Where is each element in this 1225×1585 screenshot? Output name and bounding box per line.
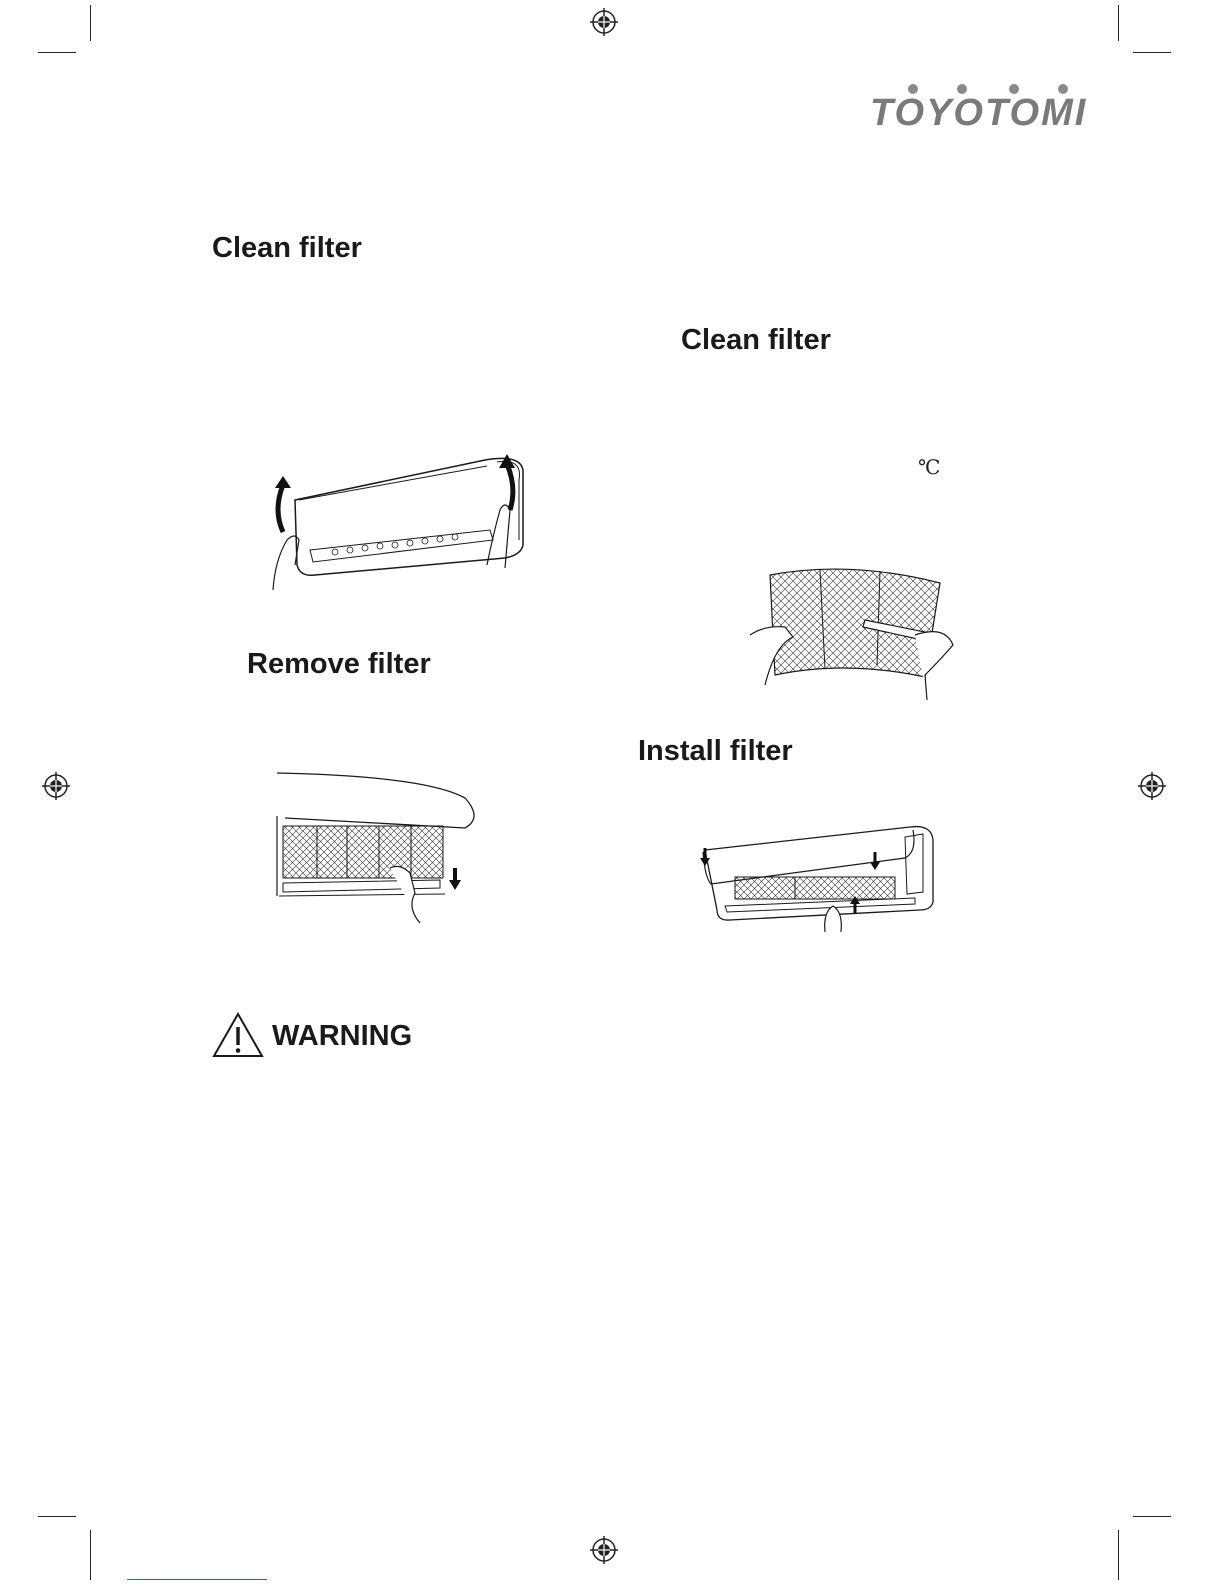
crop-mark-top-left-h bbox=[38, 52, 76, 53]
registration-mark-icon bbox=[590, 1536, 618, 1564]
warning-triangle-icon bbox=[212, 1012, 264, 1058]
crop-mark-top-right-v bbox=[1118, 5, 1119, 41]
crop-mark-top-right-h bbox=[1133, 52, 1171, 53]
illustration-remove-filter bbox=[275, 768, 490, 928]
arrow-down-icon bbox=[449, 880, 461, 890]
illustration-open-panel bbox=[255, 440, 545, 600]
heading-remove-filter: Remove filter bbox=[247, 648, 431, 680]
registration-mark-icon bbox=[590, 8, 618, 36]
crop-mark-bottom-right-v bbox=[1118, 1530, 1119, 1580]
registration-mark-icon bbox=[42, 772, 70, 800]
logo-text: TOYOTOMI bbox=[870, 92, 1088, 134]
crop-mark-top-left-v bbox=[90, 5, 91, 41]
registration-mark-icon bbox=[1138, 772, 1166, 800]
illustration-clean-filter bbox=[745, 565, 960, 705]
link-underline bbox=[127, 1579, 267, 1580]
crop-mark-bottom-left-v bbox=[90, 1530, 91, 1580]
heading-install-filter: Install filter bbox=[638, 735, 793, 767]
arrow-down-icon bbox=[870, 862, 880, 870]
heading-clean-filter-right: Clean filter bbox=[681, 324, 831, 356]
temperature-unit: ℃ bbox=[918, 455, 941, 479]
brand-logo bbox=[870, 78, 1088, 138]
warning-label: WARNING bbox=[272, 1020, 413, 1052]
crop-mark-bottom-left-h bbox=[38, 1516, 76, 1517]
crop-mark-bottom-right-h bbox=[1133, 1516, 1171, 1517]
illustration-install-filter bbox=[695, 822, 940, 932]
heading-clean-filter-left: Clean filter bbox=[212, 232, 362, 264]
